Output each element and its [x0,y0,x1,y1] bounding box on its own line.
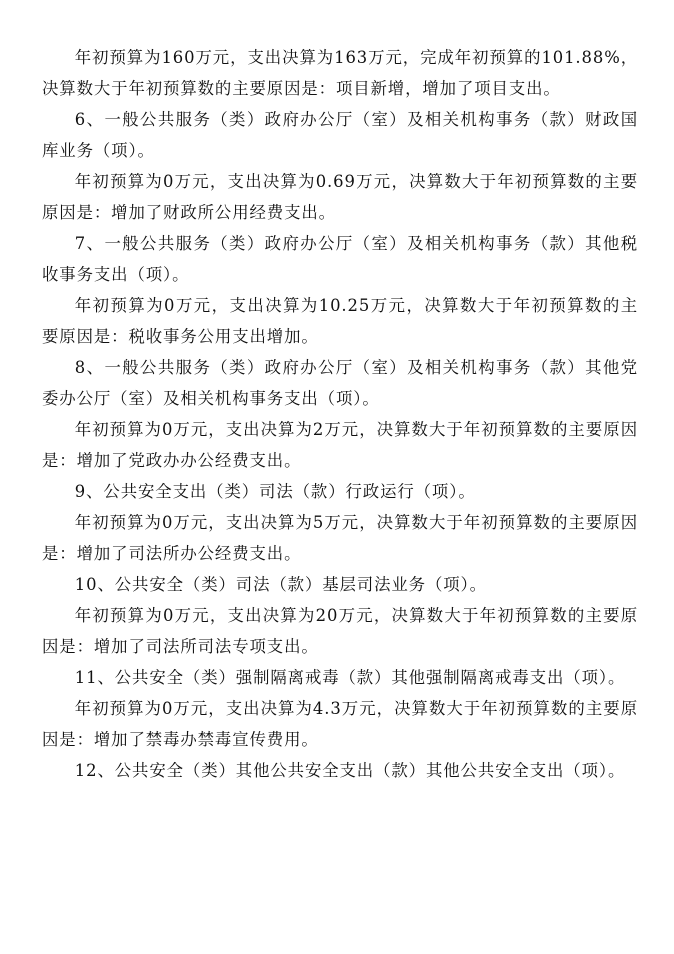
heading-item-9: 9、公共安全支出（类）司法（款）行政运行（项）。 [74,482,476,501]
document-body [42,42,638,786]
heading-item-12: 12、公共安全（类）其他公共安全支出（款）其他公共安全支出（项）。 [74,761,626,780]
paragraph-budget-project: 年初预算为160万元，支出决算为163万元，完成年初预算的101.88%，决算数大于年初预算数的主要原因是：项目新增，增加了项目支出。 [42,48,638,98]
heading-item-6: 6、一般公共服务（类）政府办公厅（室）及相关机构事务（款）财政国库业务（项）。 [42,110,638,160]
heading-item-10: 10、公共安全（类）司法（款）基层司法业务（项）。 [74,575,487,594]
paragraph-item-10: 年初预算为0万元，支出决算为20万元，决算数大于年初预算数的主要原因是：增加了司法所司法专项支出。 [42,606,638,656]
heading-item-11: 11、公共安全（类）强制隔离戒毒（款）其他强制隔离戒毒支出（项）。 [74,668,626,687]
paragraph-item-11: 年初预算为0万元，支出决算为4.3万元，决算数大于年初预算数的主要原因是：增加了禁毒办禁毒宣传费用。 [42,699,638,749]
paragraph-item-7: 年初预算为0万元，支出决算为10.25万元，决算数大于年初预算数的主要原因是：税收事务公用支出增加。 [42,296,638,346]
paragraph-item-9: 年初预算为0万元，支出决算为5万元，决算数大于年初预算数的主要原因是：增加了司法所办公经费支出。 [42,513,638,563]
paragraph-item-8: 年初预算为0万元，支出决算为2万元，决算数大于年初预算数的主要原因是：增加了党政办办公经费支出。 [42,420,638,470]
heading-item-7: 7、一般公共服务（类）政府办公厅（室）及相关机构事务（款）其他税收事务支出（项）。 [42,234,638,284]
paragraph-item-6: 年初预算为0万元，支出决算为0.69万元，决算数大于年初预算数的主要原因是：增加了财政所公用经费支出。 [42,172,638,222]
heading-item-8: 8、一般公共服务（类）政府办公厅（室）及相关机构事务（款）其他党委办公厅（室）及相关机构事务支出（项）。 [42,358,638,408]
